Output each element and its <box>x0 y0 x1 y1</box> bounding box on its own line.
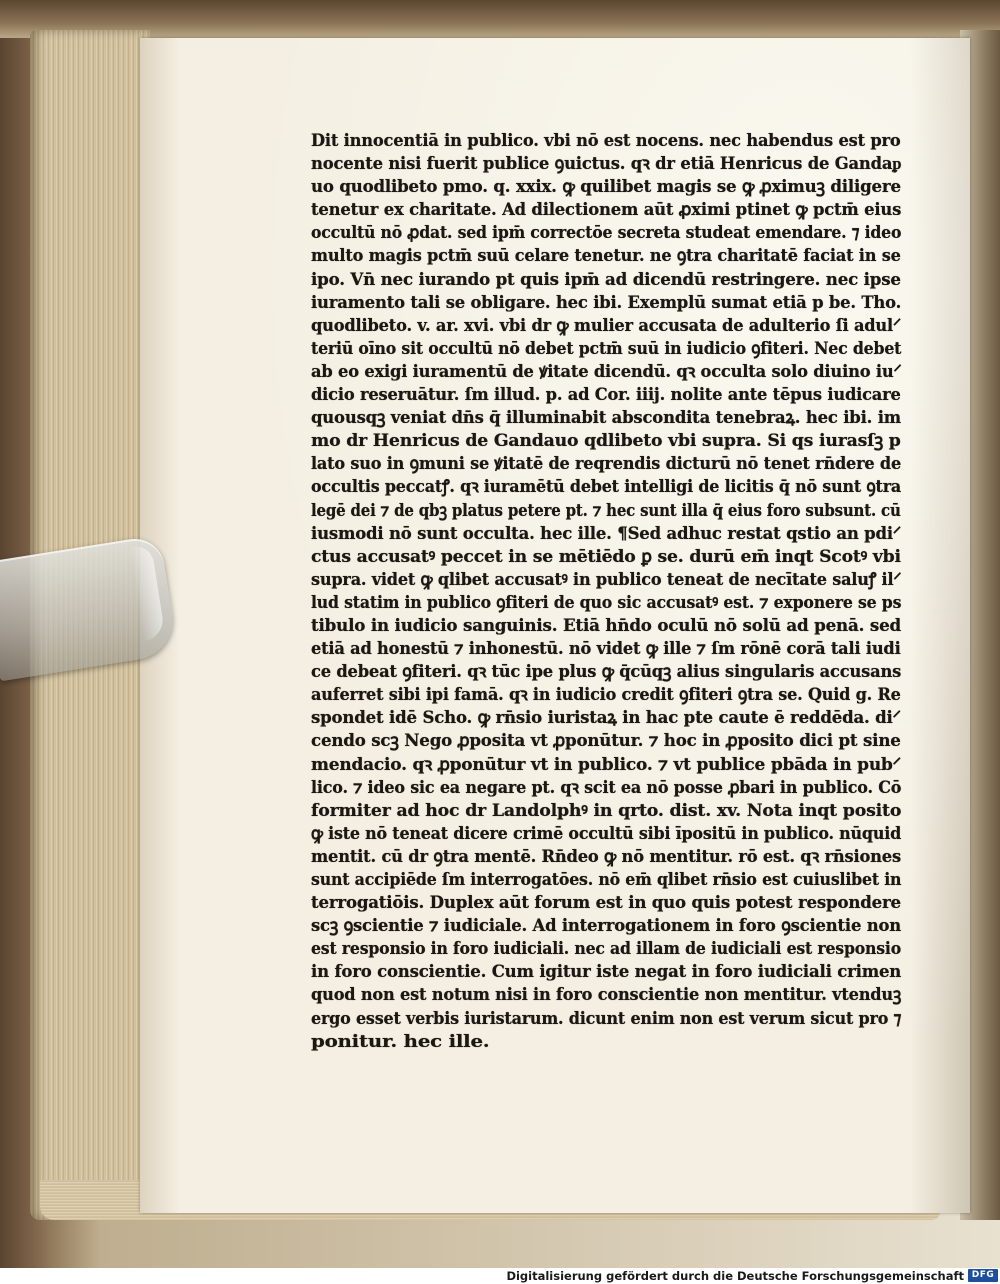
text-line: quousqꝫ veniat dn̄s q̄ illuminabit abscondita tenebraꝝ. hec ibi. im <box>311 408 901 429</box>
text-line: supra. videt ꝙ qlibet accusatꝰ in publico teneat de necītate saluꝭ il⸍ <box>311 569 902 590</box>
text-line: formiter ad hoc dr Landolphꝰ in qrto. dist. xv. Nota inqt posito <box>311 800 902 821</box>
text-line: auferret sibi ipi famā. qꝛ in iudicio credit ꝯfiteri ꝯtra se. Quid g. Re <box>311 685 901 706</box>
text-line: terrogatiōis. Duplex aūt forum est in quo quis potest respondere <box>311 893 901 914</box>
text-line: ipo. Vn̄ nec iurando pt quis ipm̄ ad dicendū restringere. nec ipse <box>311 269 901 290</box>
text-line: quodlibeto. v. ar. xvi. vbi dr ꝙ mulier accusata de adulterio ſi adul⸍ <box>311 315 901 336</box>
text-line: ꝙ iste nō teneat dicere crimē occultū sibi īpositū in publico. nūquid <box>311 823 901 844</box>
text-line: occultis peccatꝭ. qꝛ iuramētū debet intelligi de licitis q̄ nō sunt ꝯtra <box>311 477 902 498</box>
page-text-block <box>311 130 901 1054</box>
text-line: nocente nisi fuerit publice ꝯuictus. qꝛ dr etiā Henricus de Gandaᵱ <box>311 154 902 175</box>
text-line: cendo scꝫ Nego ꝓposita vt ꝓponūtur. ⁊ hoc in ꝓposito dici pt sine <box>311 731 901 752</box>
text-line: scꝫ ꝯscientie ⁊ iudiciale. Ad interrogationem in foro ꝯscientie non <box>311 916 901 937</box>
text-line: ponitur. hec ille. <box>311 1031 490 1052</box>
text-line: ergo esset verbis iuristarum. dicunt enim non est verum sicut pro ⁊ <box>311 1008 902 1029</box>
text-line: lud statim in publico ꝯfiteri de quo sic accusatꝰ est. ⁊ exponere se ps <box>311 592 902 613</box>
text-line: quod non est notum nisi in foro conscientie non mentitur. vtenduꝫ <box>311 985 902 1006</box>
text-line: sunt accipiēde ſm interrogatōes. nō em̄ qlibet rn̄sio est cuiuslibet in <box>311 870 902 890</box>
text-line: in foro conscientie. Cum igitur iste negat in foro iudiciali crimen <box>311 962 902 983</box>
text-line: multo magis pctm̄ suū celare tenetur. ne ꝯtra charitatē faciat in se <box>311 246 901 267</box>
text-line: mentit. cū dr ꝯtra mentē. Rn̄deo ꝙ nō mentitur. rō est. qꝛ rn̄siones <box>311 846 901 867</box>
text-line: est responsio in foro iudiciali. nec ad illam de iudiciali est responsio <box>311 939 901 960</box>
text-line: mendacio. qꝛ ꝓponūtur vt in publico. ⁊ vt publice pbāda in pub⸍ <box>311 754 901 775</box>
text-line: dicio reseruātur. ſm illud. p. ad Cor. iiij. nolite ante tēpus iudicare <box>311 385 901 406</box>
text-line: legē dei ⁊ de qbꝫ platus petere pt. ⁊ hec sunt illa q̄ eius foro subsunt. cū <box>311 500 901 521</box>
text-line: uo quodlibeto pmo. q. xxix. ꝙ quilibet magis se ꝙ ꝓximuꝫ diligere <box>311 177 901 198</box>
text-line: iusmodi nō sunt occulta. hec ille. ¶Sed adhuc restat qstio an pdi⸍ <box>311 523 901 544</box>
text-line: iuramento tali se obligare. hec ibi. Exemplū sumat etiā p be. Tho. <box>311 292 902 313</box>
text-line: spondet idē Scho. ꝙ rn̄sio iuristaꝝ in hac pte caute ē reddēda. di⸍ <box>311 708 901 729</box>
text-line: tibulo in iudicio sanguinis. Etiā hn̄do oculū nō solū ad penā. sed <box>311 615 902 636</box>
text-line: ab eo exigi iuramentū de ꝟitate dicendū. qꝛ occulta solo diuino iu⸍ <box>311 361 902 382</box>
text-line: teriū oīno sit occultū nō debet pctm̄ suū in iudicio ꝯfiteri. Nec debet <box>311 338 902 359</box>
text-line: occultū nō ꝓdat. sed ipm̄ correctōe secreta studeat emendare. ⁊ ideo <box>311 223 902 244</box>
book-top-edge <box>0 0 1000 38</box>
text-line: mo dr Henricus de Gandauo qdlibeto vbi supra. Si qs iurasſꝫ p <box>311 431 901 452</box>
funding-credit: Digitalisierung gefördert durch die Deutsche Forschungsgemeinschaft <box>506 1269 964 1283</box>
text-line: lico. ⁊ ideo sic ea negare pt. qꝛ scit ea nō posse ꝓbari in publico. Cō <box>311 777 902 798</box>
text-line: ctus accusatꝰ peccet in se mētiēdo ꝑ se. durū em̄ inqt Scotꝰ vbi <box>311 546 901 567</box>
dfg-logo: DFG <box>968 1269 998 1282</box>
text-line: etiā ad honestū ⁊ inhonestū. nō videt ꝙ ille ⁊ ſm rōnē corā tali iudi <box>311 639 901 660</box>
text-line: tenetur ex charitate. Ad dilectionem aūt ꝓximi ptinet ꝙ pctm̄ eius <box>311 200 902 221</box>
text-line: lato suo in ꝯmuni se ꝟitatē de reqrendis dicturū nō tenet rn̄dere de <box>311 454 901 475</box>
text-line: Dit innocentiā in publico. vbi nō est nocens. nec habendus est pro <box>311 131 901 151</box>
text-line: ce debeat ꝯfiteri. qꝛ tūc ipe plus ꝙ q̄cūqꝫ alius singularis accusans <box>311 662 902 683</box>
